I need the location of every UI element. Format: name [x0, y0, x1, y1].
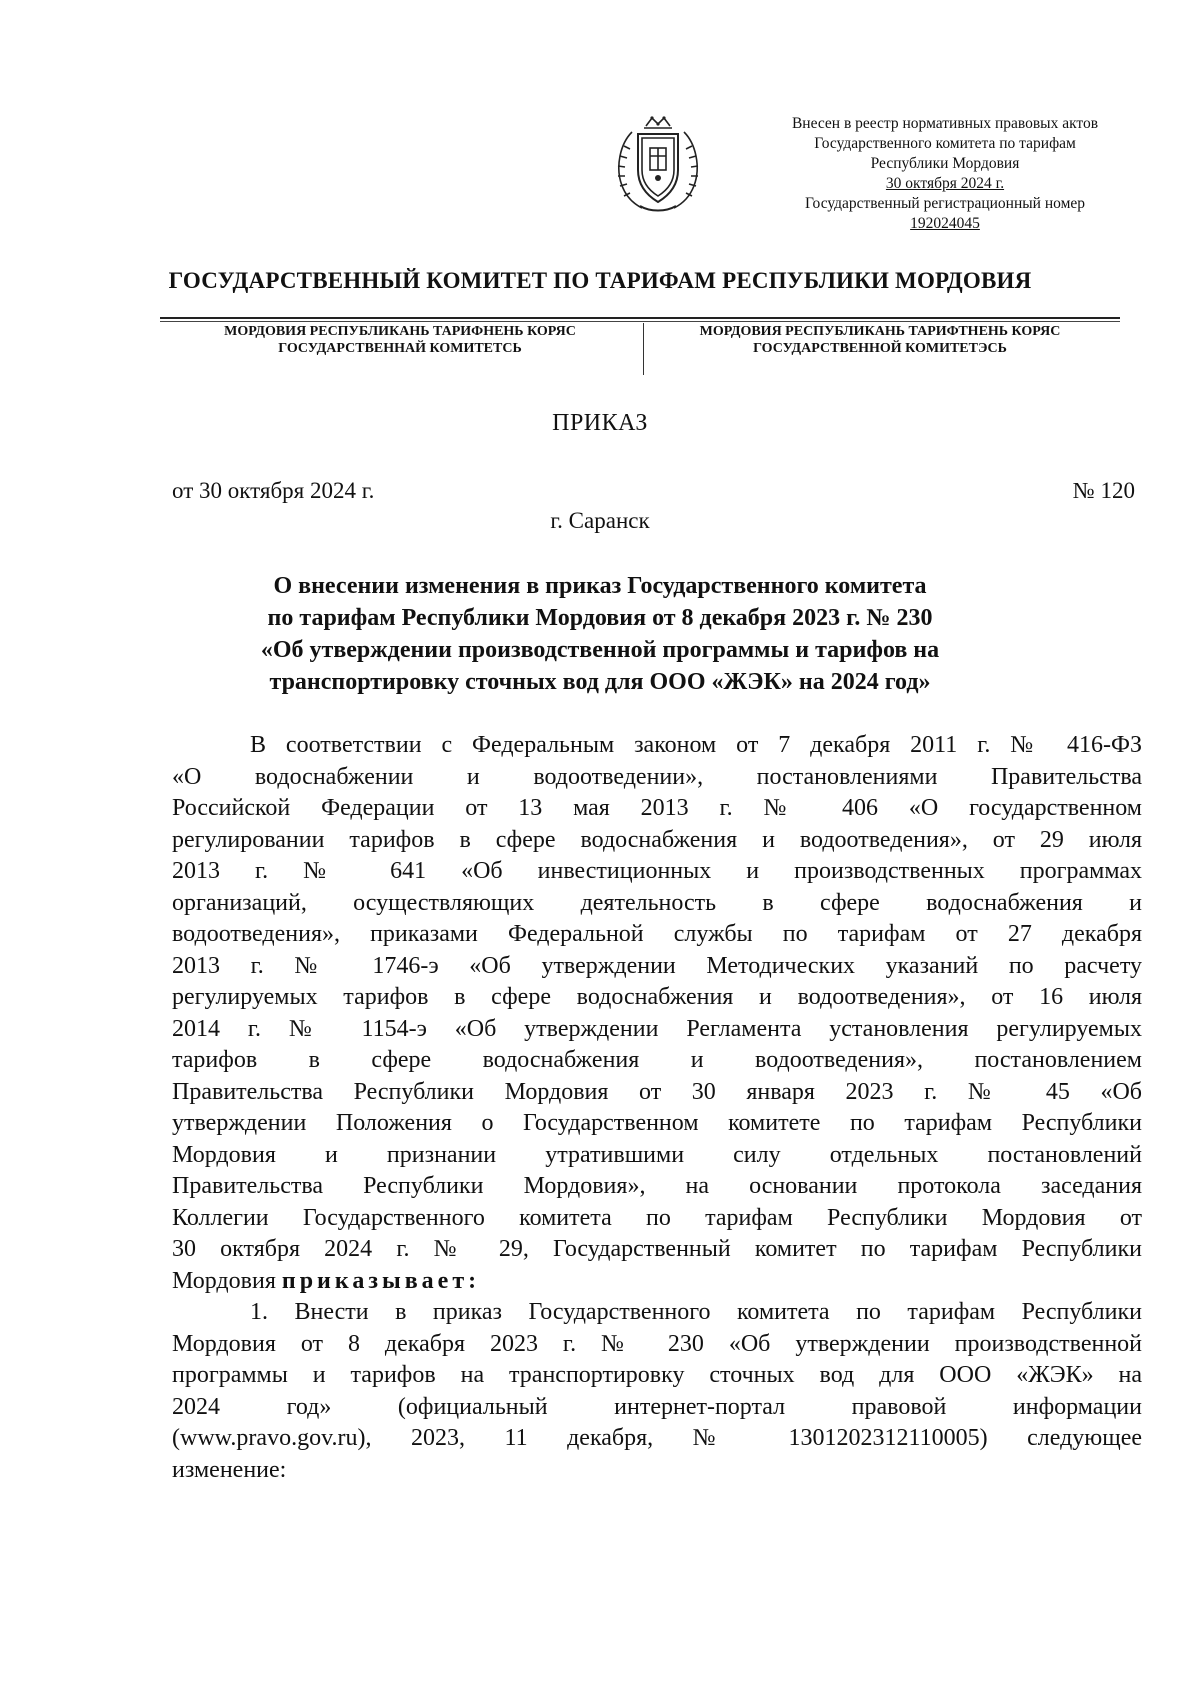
body-line: Мордовия от 8 декабря 2023 г. № 230 «Об утверждении производственной: [172, 1330, 1142, 1357]
registry-number: 192024045: [910, 215, 980, 232]
body-line: Коллегии Государственного комитета по тарифам Республики Мордовия от: [172, 1204, 1142, 1231]
body-line: 2014 г. № 1154-э «Об утверждении Регламента установления регулируемых: [172, 1015, 1142, 1042]
order-number: № 120: [1072, 478, 1135, 503]
body-line: регулируемых тарифов в сфере водоснабжения и водоотведения», от 16 июля: [172, 984, 1142, 1010]
document-title: [190, 570, 1010, 698]
body-line: 2013 г. № 1746-э «Об утверждении Методических указаний по расчету: [172, 952, 1142, 979]
preamble-last-prefix: Мордовия: [172, 1267, 282, 1294]
committee-name-erzya-line1: МОРДОВИЯ РЕСПУБЛИКАНЬ ТАРИФТНЕНЬ КОРЯС: [699, 324, 1061, 339]
title-line: О внесении изменения в приказ Государственного комитета: [273, 573, 927, 599]
body-line: организаций, осуществляющих деятельность в сфере водоснабжения и: [172, 889, 1142, 916]
committee-name-moksha-line2: ГОСУДАРСТВЕННАЙ КОМИТЕТСЬ: [278, 341, 522, 356]
body-line: Правительства Республики Мордовия от 30 января 2023 г. № 45 «Об: [172, 1078, 1142, 1105]
title-line: «Об утверждении производственной программы и тарифов на: [260, 637, 940, 663]
body-line: водоотведения», приказами Федеральной службы по тарифам от 27 декабря: [172, 921, 1142, 947]
body-line: «О водоснабжении и водоотведении», постановлениями Правительства: [172, 763, 1142, 790]
clause-last-line: изменение:: [172, 1456, 287, 1483]
committee-name-moksha-line1: МОРДОВИЯ РЕСПУБЛИКАНЬ ТАРИФНЕНЬ КОРЯС: [224, 324, 576, 339]
orders-keyword: приказывает:: [281, 1267, 481, 1294]
committee-name-erzya: [650, 323, 1110, 357]
body-line: 1. Внести в приказ Государственного комитета по тарифам Республики: [250, 1299, 1142, 1325]
vertical-divider: [643, 323, 644, 375]
body-line: утверждении Положения о Государственном комитете по тарифам Республики: [172, 1110, 1142, 1136]
registry-line: Государственный регистрационный номер: [804, 195, 1086, 212]
body-line: (www.pravo.gov.ru), 2023, 11 декабря, № 1301202312110005) следующее: [172, 1425, 1142, 1451]
body-line: программы и тарифов на транспортировку сточных вод для ООО «ЖЭК» на: [172, 1362, 1142, 1388]
document-body: [172, 730, 1142, 1486]
body-line: В соответствии с Федеральным законом от 7 декабря 2011 г. № 416-ФЗ: [250, 732, 1142, 758]
header-divider-thin: [160, 321, 1120, 322]
preamble-last-line: [172, 1266, 1142, 1298]
registry-line: Республики Мордовия: [870, 155, 1020, 172]
body-line: Российской Федерации от 13 мая 2013 г. № 406 «О государственном: [172, 795, 1142, 821]
body-line: регулировании тарифов в сфере водоснабжения и водоотведения», от 29 июля: [172, 826, 1142, 853]
title-line: по тарифам Республики Мордовия от 8 декабря 2023 г. № 230: [267, 605, 933, 631]
registry-line: Государственного комитета по тарифам: [814, 135, 1076, 152]
order-date: от 30 октября 2024 г.: [172, 478, 375, 503]
header-divider: [160, 317, 1120, 319]
body-line: тарифов в сфере водоснабжения и водоотведения», постановлением: [172, 1047, 1142, 1073]
registry-stamp: [735, 114, 1155, 234]
registry-line: Внесен в реестр нормативных правовых актов: [791, 115, 1099, 132]
coat-of-arms-emblem: [612, 112, 704, 216]
committee-name-moksha: [180, 323, 620, 357]
body-line: Мордовия и признании утратившими силу отдельных постановлений: [172, 1141, 1142, 1168]
clause-paragraph: [172, 1297, 1142, 1455]
preamble-paragraph: [172, 730, 1142, 1266]
committee-name: ГОСУДАРСТВЕННЫЙ КОМИТЕТ ПО ТАРИФАМ РЕСПУБЛИКИ МОРДОВИЯ: [168, 268, 1032, 293]
registry-date: 30 октября 2024 г.: [885, 175, 1005, 192]
body-line: 2024 год» (официальный интернет-портал правовой информации: [172, 1393, 1142, 1420]
body-line: 30 октября 2024 г. № 29, Государственный комитет по тарифам Республики: [172, 1236, 1142, 1262]
body-line: 2013 г. № 641 «Об инвестиционных и производственных программах: [172, 858, 1142, 884]
body-line: Правительства Республики Мордовия», на основании протокола заседания: [172, 1173, 1142, 1199]
order-city: г. Саранск: [550, 508, 650, 533]
title-line: транспортировку сточных вод для ООО «ЖЭК» на 2024 год»: [269, 669, 931, 695]
document-type-heading: ПРИКАЗ: [552, 410, 648, 436]
committee-name-erzya-line2: ГОСУДАРСТВЕННОЙ КОМИТЕТЭСЬ: [753, 341, 1007, 356]
